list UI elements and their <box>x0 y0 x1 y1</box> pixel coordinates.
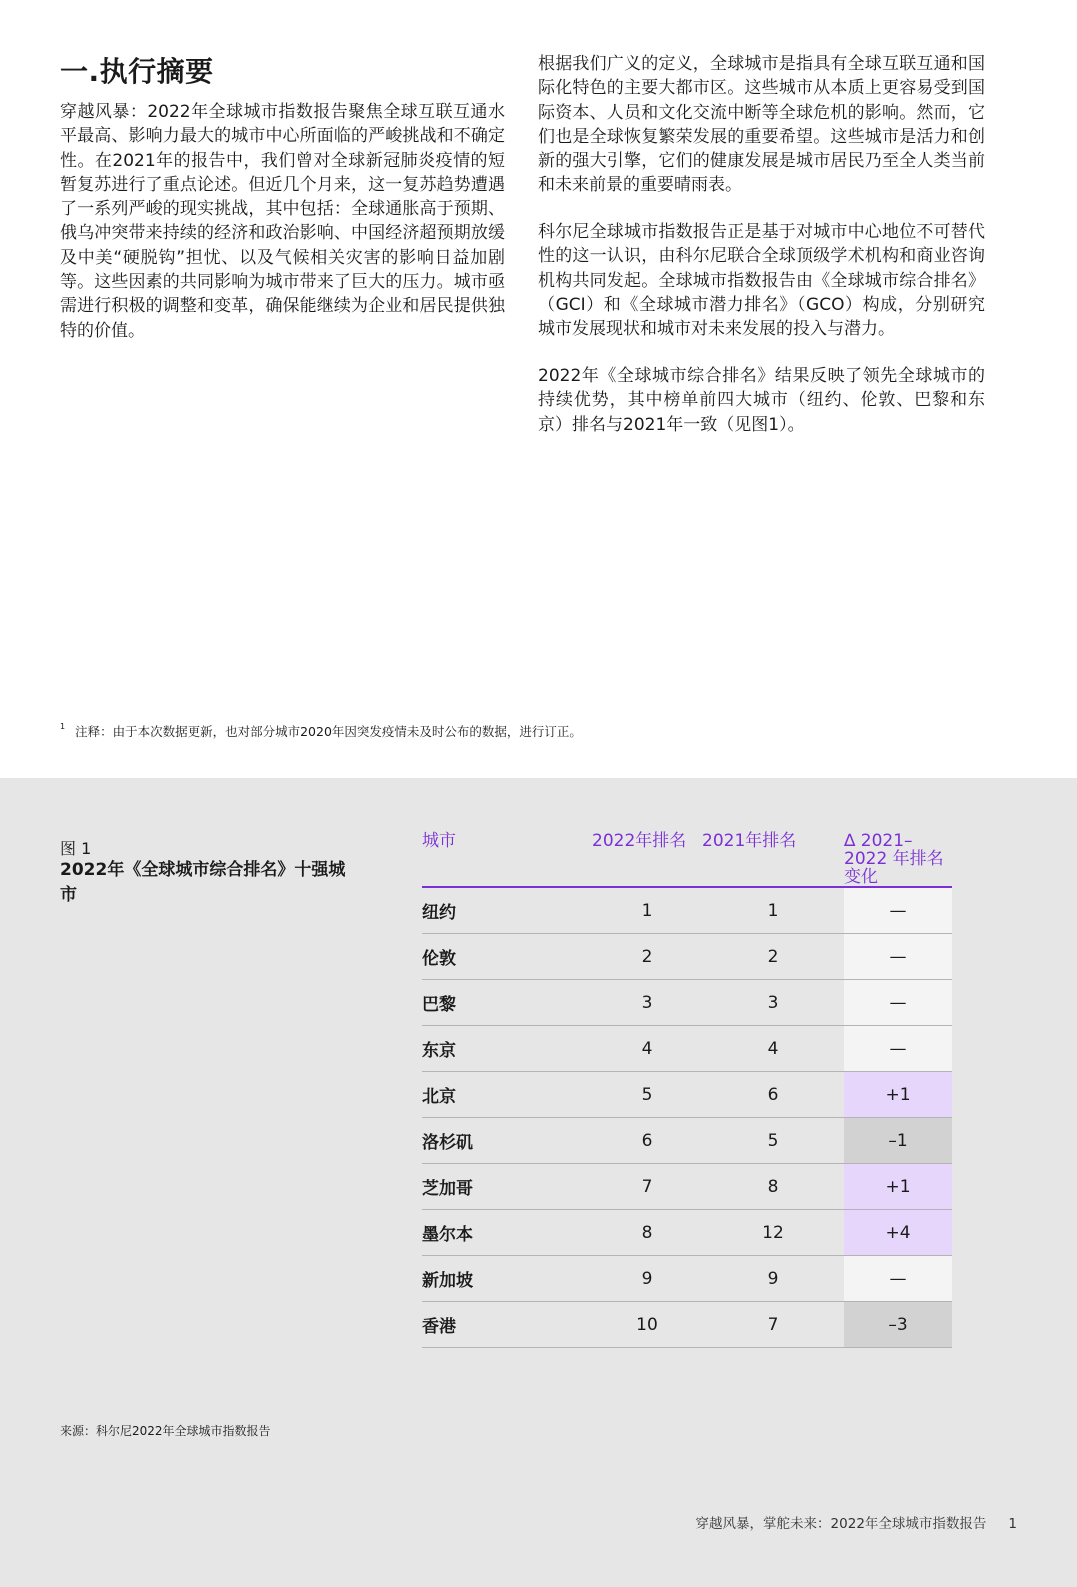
rank-2021-cell: 4 <box>702 1026 844 1072</box>
rank-2022-cell: 9 <box>592 1256 702 1302</box>
intro-paragraph: 穿越风暴：2022年全球城市指数报告聚焦全球互联互通水平最高、影响力最大的城市中心所面临的严峻挑战和不确定性。在2021年的报告中，我们曾对全球新冠肺炎疫情的短暂复苏进行了重点论述。但近几个月来，这一复苏趋势遭遇了一系列严峻的现实挑战，其中包括：全球通胀高于预期、俄乌冲突带来持续的经济和政治影响、中国经济超预期放缓及中美“硬脱钩”担忧、以及气候相关灾害的影响日益加剧等。这些因素的共同影响为城市带来了巨大的压力。城市亟需进行积极的调整和变革，确保能继续为企业和居民提供独特的价值。 <box>60 102 505 341</box>
table-row <box>422 1164 952 1210</box>
rank-change-cell: +1 <box>844 1164 952 1210</box>
city-cell: 墨尔本 <box>422 1210 592 1256</box>
table-row <box>422 1072 952 1118</box>
rank-2021-cell: 2 <box>702 934 844 980</box>
table-header-row <box>422 832 952 887</box>
rank-change-cell: +4 <box>844 1210 952 1256</box>
table-row <box>422 1026 952 1072</box>
rank-2022-cell: 10 <box>592 1302 702 1348</box>
table-row <box>422 934 952 980</box>
rank-change-cell: +1 <box>844 1072 952 1118</box>
footnote-marker: 1 <box>60 722 66 731</box>
rank-change-cell: –3 <box>844 1302 952 1348</box>
rank-2022-cell: 6 <box>592 1118 702 1164</box>
results-paragraph: 2022年《全球城市综合排名》结果反映了领先全球城市的持续优势，其中榜单前四大城市（纽约、伦敦、巴黎和东京）排名与2021年一致（见图1）。 <box>538 366 985 435</box>
ranking-table <box>422 832 952 1348</box>
column-header-rank-2022: 2022年排名 <box>592 832 702 887</box>
definition-paragraph: 根据我们广义的定义，全球城市是指具有全球互联互通和国际化特色的主要大都市区。这些城市从本质上更容易受到国际资本、人员和文化交流中断等全球危机的影响。然而，它们也是全球恢复繁荣发展的重要希望。这些城市是活力和创新的强大引擎，它们的健康发展是城市居民乃至全人类当前和未来前景的重要晴雨表。 <box>538 54 985 196</box>
rank-2021-cell: 7 <box>702 1302 844 1348</box>
city-cell: 纽约 <box>422 887 592 934</box>
rank-2022-cell: 1 <box>592 887 702 934</box>
page-number: 1 <box>1008 1516 1017 1532</box>
rank-2022-cell: 5 <box>592 1072 702 1118</box>
rank-2021-cell: 12 <box>702 1210 844 1256</box>
rank-2022-cell: 2 <box>592 934 702 980</box>
figure-title: 2022年《全球城市综合排名》十强城市 <box>60 860 346 905</box>
rank-2022-cell: 7 <box>592 1164 702 1210</box>
city-cell: 新加坡 <box>422 1256 592 1302</box>
figure-label: 图 1 <box>60 839 92 858</box>
index-description-paragraph: 科尔尼全球城市指数报告正是基于对城市中心地位不可替代性的这一认识，由科尔尼联合全球顶级学术机构和商业咨询机构共同发起。全球城市指数报告由《全球城市综合排名》（GCI）和《全球城市潜力排名》（GCO）构成，分别研究城市发展现状和城市对未来发展的投入与潜力。 <box>538 222 985 340</box>
city-cell: 巴黎 <box>422 980 592 1026</box>
rank-2021-cell: 9 <box>702 1256 844 1302</box>
section-heading: 一.执行摘要 <box>60 55 214 88</box>
rank-2021-cell: 8 <box>702 1164 844 1210</box>
rank-2022-cell: 3 <box>592 980 702 1026</box>
page-footer <box>696 1512 1017 1532</box>
text-page-area <box>0 0 1077 778</box>
table-row <box>422 1302 952 1348</box>
table-row <box>422 1256 952 1302</box>
column-header-rank-change: ∆ 2021–2022 年排名变化 <box>844 832 952 887</box>
city-cell: 芝加哥 <box>422 1164 592 1210</box>
footer-title: 穿越风暴，掌舵未来：2022年全球城市指数报告 <box>695 1516 987 1532</box>
rank-2021-cell: 3 <box>702 980 844 1026</box>
rank-change-cell: — <box>844 934 952 980</box>
rank-change-cell: — <box>844 1256 952 1302</box>
city-cell: 伦敦 <box>422 934 592 980</box>
city-cell: 北京 <box>422 1072 592 1118</box>
city-cell: 东京 <box>422 1026 592 1072</box>
rank-2021-cell: 1 <box>702 887 844 934</box>
footnote-text: 注释：由于本次数据更新，也对部分城市2020年因突发疫情未及时公布的数据，进行订正。 <box>75 724 582 739</box>
footnote <box>60 722 582 740</box>
rank-2022-cell: 8 <box>592 1210 702 1256</box>
figure-source: 来源：科尔尼2022年全球城市指数报告 <box>60 1424 271 1438</box>
table-row <box>422 1210 952 1256</box>
table-row <box>422 1118 952 1164</box>
column-header-city: 城市 <box>422 832 592 887</box>
ranking-table-body <box>422 887 952 1348</box>
table-row <box>422 980 952 1026</box>
rank-2022-cell: 4 <box>592 1026 702 1072</box>
city-cell: 香港 <box>422 1302 592 1348</box>
rank-change-cell: — <box>844 887 952 934</box>
table-row <box>422 887 952 934</box>
column-header-rank-2021: 2021年排名 <box>702 832 844 887</box>
rank-2021-cell: 5 <box>702 1118 844 1164</box>
city-cell: 洛杉矶 <box>422 1118 592 1164</box>
rank-change-cell: — <box>844 980 952 1026</box>
rank-change-cell: — <box>844 1026 952 1072</box>
rank-change-cell: –1 <box>844 1118 952 1164</box>
rank-2021-cell: 6 <box>702 1072 844 1118</box>
